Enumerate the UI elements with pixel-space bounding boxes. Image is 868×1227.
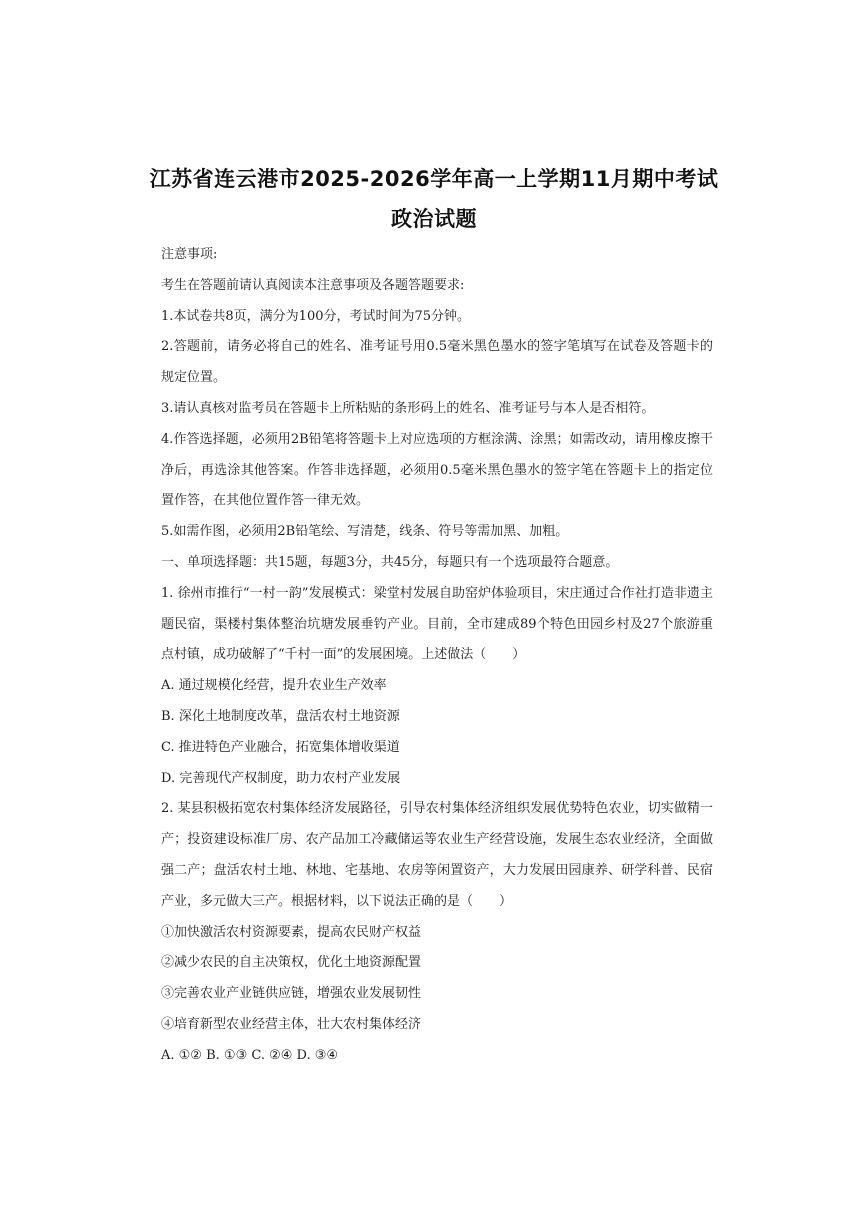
answer-option: B. 深化土地制度改革，盘活农村土地资源 <box>161 708 400 724</box>
section-heading: 一、单项选择题：共15题，每题3分，共45分，每题只有一个选项最符合题意。 <box>161 554 619 570</box>
answer-option: D. 完善现代产权制度，助力农村产业发展 <box>161 770 401 786</box>
answer-options: A. ①② B. ①③ C. ②④ D. ③④ <box>161 1047 339 1063</box>
statement-item: ③完善农业产业链供应链，增强农业发展韧性 <box>161 986 422 1002</box>
question-stem: 1. 徐州市推行“一村一韵”发展模式：梁堂村发展自助窑炉体验项目，宋庄通过合作社打造非遗主题民宿，渠楼村集体整治坑塘发展垂钓产业。目前，全市建成89个特色田园乡村及27个旅游重点村镇，成功破解了“千村一面”的发展困境。上述做法（ ） <box>161 585 713 663</box>
exam-body <box>161 240 713 1072</box>
notice-item: 2.答题前，请务必将自己的姓名、准考证号用0.5毫米黑色墨水的签字笔填写在试卷及答题卡的规定位置。 <box>161 339 713 386</box>
page-title: 江苏省连云港市2025-2026学年高一上学期11月期中考试 <box>149 167 719 191</box>
page-subtitle: 政治试题 <box>391 207 477 231</box>
notice-item: 3.请认真核对监考员在答题卡上所粘贴的条形码上的姓名、准考证号与本人是否相符。 <box>161 400 655 416</box>
notice-item: 4.作答选择题，必须用2B铅笔将答题卡上对应选项的方框涂满、涂黑；如需改动，请用橡皮擦干净后，再选涂其他答案。作答非选择题，必须用0.5毫米黑色墨水的签字笔在答题卡上的指定位置作答，在其他位置作答一律无效。 <box>161 431 713 509</box>
notice-item: 1.本试卷共8页，满分为100分，考试时间为75分钟。 <box>161 308 471 324</box>
statement-item: ①加快激活农村资源要素，提高农民财产权益 <box>161 924 422 940</box>
question-stem: 2. 某县积极拓宽农村集体经济发展路径，引导农村集体经济组织发展优势特色农业，切实做精一产；投资建设标准厂房、农产品加工冷藏储运等农业生产经营设施，发展生态农业经济，全面做强二产；盘活农村土地、林地、宅基地、农房等闲置资产，大力发展田园康养、研学科普、民宿产业，多元做大三产。根据材料，以下说法正确的是（ ） <box>161 801 713 909</box>
notice-item: 5.如需作图，必须用2B铅笔绘、写清楚，线条、符号等需加黑、加粗。 <box>161 524 569 540</box>
notice-intro: 考生在答题前请认真阅读本注意事项及各题答题要求: <box>161 277 465 293</box>
statement-item: ②减少农民的自主决策权，优化土地资源配置 <box>161 955 422 971</box>
answer-option: A. 通过规模化经营，提升农业生产效率 <box>161 678 387 694</box>
answer-option: C. 推进特色产业融合，拓宽集体增收渠道 <box>161 739 400 755</box>
statement-item: ④培育新型农业经营主体，壮大农村集体经济 <box>161 1016 422 1032</box>
notice-heading: 注意事项: <box>161 247 218 262</box>
